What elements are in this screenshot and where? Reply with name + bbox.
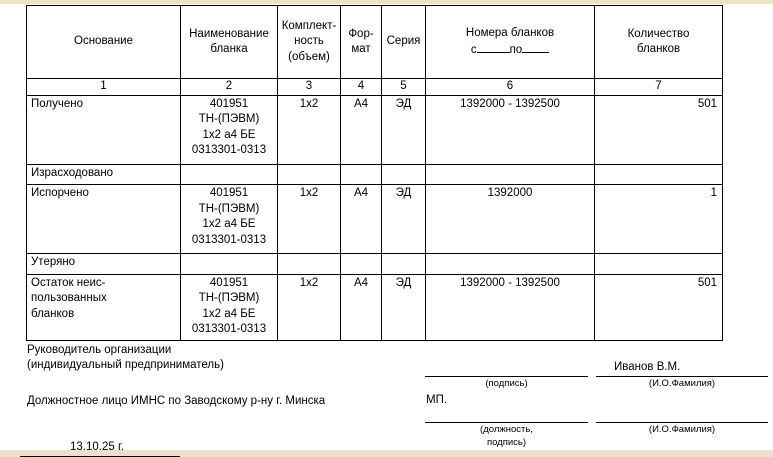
- cell-naimenovanie-line1: 401951: [209, 187, 249, 200]
- cell-seriya: ЭД: [382, 185, 426, 254]
- header-label-format-line2: мат: [351, 43, 371, 55]
- header-label-nomera-middle: по: [509, 43, 523, 56]
- cell-komplektnost: 1x2: [278, 96, 341, 165]
- signature-rule-top: [425, 376, 588, 377]
- date-value: 13.10.25 г.: [70, 441, 124, 453]
- cell-kolichestvo: 1: [595, 185, 723, 254]
- cell-naimenovanie-line3: 1x2 a4 БЕ: [202, 218, 256, 231]
- fio-rule-bottom: [596, 422, 768, 423]
- cell-naimenovanie-line2: ТН-(ПЭВМ): [198, 202, 260, 215]
- signer-name-value: Иванов В.М.: [614, 361, 681, 373]
- cell-osnovanie-line1: Остаток неис-: [31, 276, 106, 289]
- official-label: Должностное лицо ИМНС по Заводскому р-ну г. Минска: [27, 395, 326, 407]
- column-number-3: 3: [278, 79, 341, 96]
- cell-format: А4: [341, 96, 382, 165]
- fio-rule-top: [596, 376, 768, 377]
- cell-nomera: 1392000: [426, 185, 595, 254]
- signature-block: [0, 4, 773, 453]
- cell-komplektnost: 1x2: [278, 185, 341, 254]
- header-label-kolichestvo-line1: Количество: [627, 27, 690, 40]
- column-number-2: 2: [181, 79, 278, 96]
- column-number-4: 4: [341, 79, 382, 96]
- header-label-naimenovanie-line1: Наименование: [189, 27, 269, 40]
- cell-seriya: ЭД: [382, 96, 426, 165]
- cell-osnovanie-line: Получено: [31, 98, 84, 110]
- caption-position-line1: (должность,: [480, 424, 533, 435]
- caption-fio-bottom: (И.О.Фамилия): [648, 424, 716, 435]
- header-label-komplektnost-line3: (объем): [288, 50, 330, 63]
- manager-label-line2: (индивидуальный предприниматель): [27, 359, 224, 371]
- cell-naimenovanie-line4: 0313301-0313: [191, 233, 267, 246]
- cell-naimenovanie-line2: ТН-(ПЭВМ): [198, 292, 260, 305]
- caption-signature: (подпись): [485, 378, 528, 389]
- cell-kolichestvo: 501: [595, 274, 723, 341]
- cell-naimenovanie-line4: 0313301-0313: [191, 144, 267, 157]
- column-number-6: 6: [426, 79, 595, 96]
- header-label-naimenovanie-line2: бланка: [210, 43, 248, 55]
- header-label-nomera-line1: Номера бланков: [465, 26, 555, 39]
- manager-label-line1: Руководитель организации: [27, 344, 172, 356]
- column-number-7: 7: [595, 79, 723, 96]
- column-number-5: 5: [382, 79, 426, 96]
- header-label-seriya: Серия: [386, 35, 421, 48]
- form-sheet: [0, 4, 773, 453]
- cell-kolichestvo: 501: [595, 96, 723, 165]
- header-label-komplektnost-line2: ность: [294, 35, 324, 48]
- header-label-nomera-prefix: с: [470, 43, 477, 56]
- cell-osnovanie-line: Израсходовано: [31, 167, 114, 179]
- cell-naimenovanie-line1: 401951: [209, 276, 249, 289]
- header-label-osnovanie: Основание: [74, 35, 133, 48]
- header-label-kolichestvo-line2: бланков: [636, 43, 681, 55]
- cell-nomera: 1392000 - 1392500: [426, 96, 595, 165]
- cell-osnovanie-line: Испорчено: [31, 187, 89, 200]
- cell-osnovanie-line3: бланков: [31, 307, 75, 320]
- header-label-format-line1: Фор-: [348, 27, 374, 40]
- cell-naimenovanie-line4: 0313301-0313: [191, 323, 267, 336]
- cell-naimenovanie-line3: 1x2 a4 БЕ: [202, 128, 256, 141]
- caption-position-line2: подпись): [486, 437, 527, 448]
- column-number-1: 1: [27, 79, 181, 96]
- stamp-label: МП.: [426, 394, 448, 406]
- cell-naimenovanie-line1: 401951: [209, 98, 249, 110]
- cell-seriya: ЭД: [382, 274, 426, 341]
- cell-komplektnost: 1x2: [278, 274, 341, 341]
- cell-osnovanie-line: Утеряно: [31, 256, 76, 269]
- cell-format: А4: [341, 274, 382, 341]
- cell-naimenovanie-line2: ТН-(ПЭВМ): [198, 113, 260, 126]
- signature-rule-bottom: [425, 422, 588, 423]
- header-label-komplektnost-line1: Комплект-: [281, 19, 337, 32]
- caption-fio-top: (И.О.Фамилия): [648, 378, 716, 389]
- cell-osnovanie-line2: пользованных: [31, 292, 107, 305]
- cell-nomera: 1392000 - 1392500: [426, 274, 595, 341]
- cell-format: А4: [341, 185, 382, 254]
- cell-naimenovanie-line3: 1x2 a4 БЕ: [202, 307, 256, 320]
